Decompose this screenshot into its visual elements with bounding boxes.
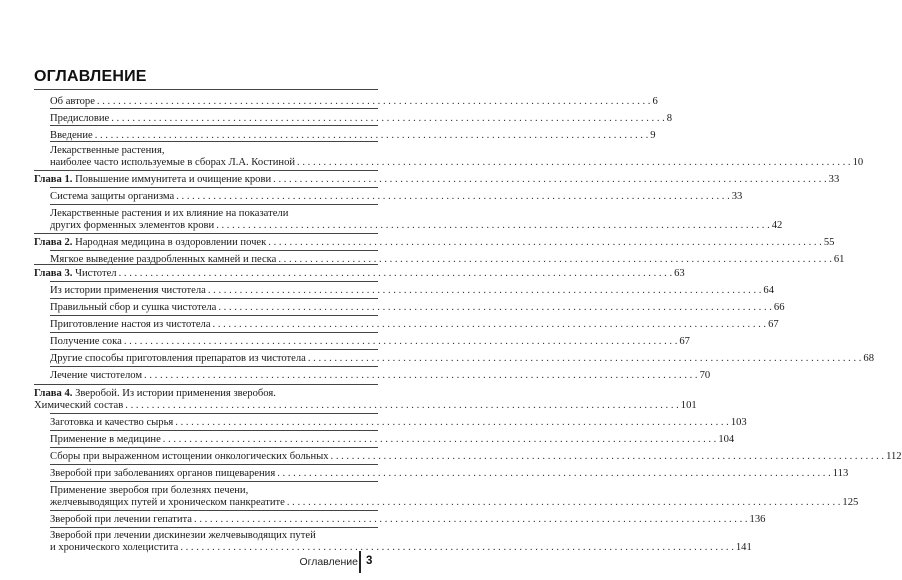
toc-entry-page: 125 <box>842 497 859 508</box>
toc-entry-title: Заготовка и качество сырья <box>50 417 174 428</box>
toc-entry-title: Другие способы приготовления препаратов из чистотела <box>50 353 306 364</box>
chapter-label: Глава 3. <box>34 268 73 279</box>
toc-entry-page: 33 <box>828 174 840 185</box>
toc-entry-line: Лекарственные растения и их влияние на показатели <box>50 208 289 219</box>
toc-entry-title: Получение сока <box>50 336 122 347</box>
toc-entry-title: Об авторе <box>50 96 95 107</box>
toc-entry-page: 55 <box>823 237 835 248</box>
toc-entry <box>50 542 752 554</box>
page-number: 3 <box>366 555 373 567</box>
toc-entry-title: Химический состав <box>34 400 124 411</box>
toc-entry-title: наиболее часто используемые в сборах Л.А. Костиной <box>50 157 296 168</box>
toc-entry-page: 66 <box>773 302 785 313</box>
toc-entry-page: 136 <box>749 514 766 525</box>
toc-entry-title: Чистотел <box>75 268 117 279</box>
footer-separator <box>359 551 361 573</box>
toc-entry-title: Мягкое выведение раздробленных камней и песка <box>50 254 277 265</box>
toc-entry-title: Зверобой. Из истории применения зверобоя. <box>75 388 276 399</box>
toc-entry-line: Применение зверобоя при болезнях печени, <box>50 485 249 496</box>
dot-leader <box>331 451 885 463</box>
toc-entry-title: Приготовление настоя из чистотела <box>50 319 211 330</box>
toc-entry-page: 10 <box>852 157 864 168</box>
toc-entry-page: 61 <box>833 254 845 265</box>
toc-entry-line: Зверобой при лечении дискинезии желчевыводящих путей <box>50 530 316 541</box>
toc-entry-line: Лекарственные растения, <box>50 145 165 156</box>
toc-entry-title: желчевыводящих путей и хроническом панкреатите <box>50 497 285 508</box>
toc-entry-page: 101 <box>680 400 697 411</box>
toc-entry-title: Из истории применения чистотела <box>50 285 206 296</box>
dot-leader <box>308 353 862 365</box>
toc-heading: ОГЛАВЛЕНИЕ <box>34 68 147 85</box>
toc-entry-page: 64 <box>763 285 774 296</box>
toc-entry-title: Введение <box>50 130 93 141</box>
toc-entry-title: Лечение чистотелом <box>50 370 143 381</box>
toc-entry-title: Сборы при выраженном истощении онкологических больных <box>50 451 329 462</box>
toc-entry-title: Применение в медицине <box>50 434 161 445</box>
chapter-label: Глава 1. <box>34 174 73 185</box>
toc-entry-title: других форменных элементов крови <box>50 220 215 231</box>
toc-entry-page: 63 <box>674 268 685 279</box>
toc-entry-page: 113 <box>832 468 849 479</box>
toc-entry-page: 67 <box>679 336 690 347</box>
chapter-label: Глава 4. <box>34 388 73 399</box>
dot-leader <box>180 542 734 554</box>
toc-entry-page: 6 <box>652 96 658 107</box>
toc-entry-title: Предисловие <box>50 113 110 124</box>
toc-entry-title: Народная медицина в оздоровлении почек <box>75 237 267 248</box>
dot-leader <box>297 157 851 169</box>
running-footer-label: Оглавление <box>299 556 358 568</box>
divider <box>50 527 378 528</box>
toc-entry-title: Повышение иммунитета и очищение крови <box>75 174 272 185</box>
toc-entry-title: Правильный сбор и сушка чистотела <box>50 302 217 313</box>
toc-entry-page: 68 <box>863 353 874 364</box>
toc-entry-page: 70 <box>699 370 711 381</box>
toc-entry-page: 112 <box>886 451 902 462</box>
toc-entry-page: 33 <box>731 191 743 202</box>
toc-entry-page: 141 <box>735 542 752 553</box>
toc-entry-title: Система защиты организма <box>50 191 175 202</box>
chapter-label: Глава 2. <box>34 237 73 248</box>
toc-entry-page: 8 <box>666 113 673 124</box>
toc-entry-title: Зверобой при лечении гепатита <box>50 514 193 525</box>
toc-entry-page: 9 <box>650 130 656 141</box>
toc-entry-page: 42 <box>771 220 783 231</box>
toc-entry-page: 103 <box>730 417 747 428</box>
toc-entry-page: 67 <box>768 319 779 330</box>
toc-entry-page: 104 <box>718 434 735 445</box>
toc-entry-title: и хронического холецистита <box>50 542 179 553</box>
toc-entry-title: Зверобой при заболеваниях органов пищеварения <box>50 468 276 479</box>
